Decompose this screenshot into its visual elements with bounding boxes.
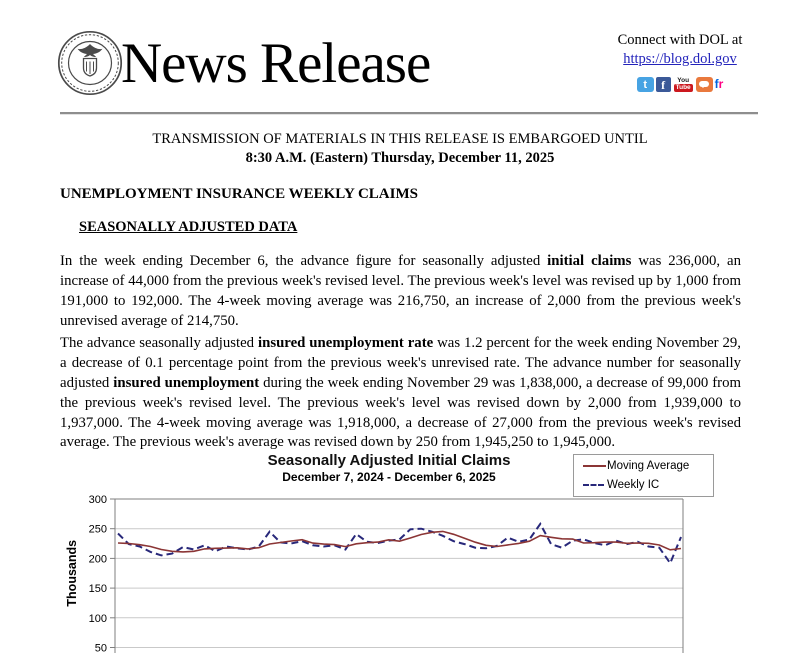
chart-subtitle: December 7, 2024 - December 6, 2025 [282,470,496,484]
facebook-icon[interactable]: f [656,77,671,92]
speech-bubble-glyph [699,81,709,87]
moving-average-line [118,531,681,552]
initial-claims-paragraph: In the week ending December 6, the advance figure for seasonally adjusted initial claims was 236,000, an increase of 44,000 from the previous week's revised level. The previous week's level was revised up by 1,000 from 191,000 to 192,000. The 4-week moving average was 216,750, an increase of 2,000 from the previous week's unrevised average of 214,750. [60,253,741,329]
seasonally-adjusted-data-heading: SEASONALLY ADJUSTED DATA [79,219,298,235]
y-tick-200: 200 [88,553,107,566]
connect-text: Connect with DOL at [617,32,743,48]
y-tick-300: 300 [88,494,107,506]
moving-average-line-sample [583,465,606,467]
y-tick-50: 50 [94,642,107,653]
twitter-icon[interactable]: t [637,77,654,92]
flickr-icon[interactable]: fr [714,76,724,91]
legend-moving-average [583,460,713,472]
page-title: News Release [121,32,431,95]
initial-claims-chart [0,483,800,653]
legend-label-weekly-ic: Weekly IC [607,479,660,491]
connect-block [606,31,754,94]
legend-label-moving-average: Moving Average [607,460,690,472]
embargo-notice [40,131,760,167]
insured-unemployment-paragraph: The advance seasonally adjusted insured unemployment rate was 1.2 percent for the week ending November 29, a decrease of 0.1 percentage point from the previous week's unrevised rate. The advance number for seasonally adjusted insured unemployment during the week ending November 29 was 1,838,000, a decrease of 99,000 from the previous week's revised level. The previous week's level was revised down by 2,000 from 1,939,000 to 1,937,000. The 4-week moving average was 1,918,000, a decrease of 27,000 from the previous week's revised average. The previous week's average was revised down by 250 from 1,945,250 to 1,945,000. [60,335,741,451]
social-icons-row [606,76,754,94]
y-tick-150: 150 [88,583,107,596]
y-tick-100: 100 [88,612,107,625]
header-divider [60,112,758,115]
weekly-ic-line [118,524,681,563]
blog-speech-bubble-icon[interactable] [696,77,713,92]
chart-title: Seasonally Adjusted Initial Claims [267,452,511,469]
embargo-line2: 8:30 A.M. (Eastern) Thursday, December 11, 2025 [245,150,555,166]
y-tick-250: 250 [88,523,107,536]
main-heading: UNEMPLOYMENT INSURANCE WEEKLY CLAIMS [60,186,418,202]
youtube-icon[interactable]: You Tube [675,77,691,92]
y-axis-title: Thousands [65,539,79,607]
department-of-labor-seal [57,30,123,101]
embargo-line1: TRANSMISSION OF MATERIALS IN THIS RELEASE IS EMBARGOED UNTIL [152,131,648,147]
blog-link[interactable]: https://blog.dol.gov [623,50,737,67]
